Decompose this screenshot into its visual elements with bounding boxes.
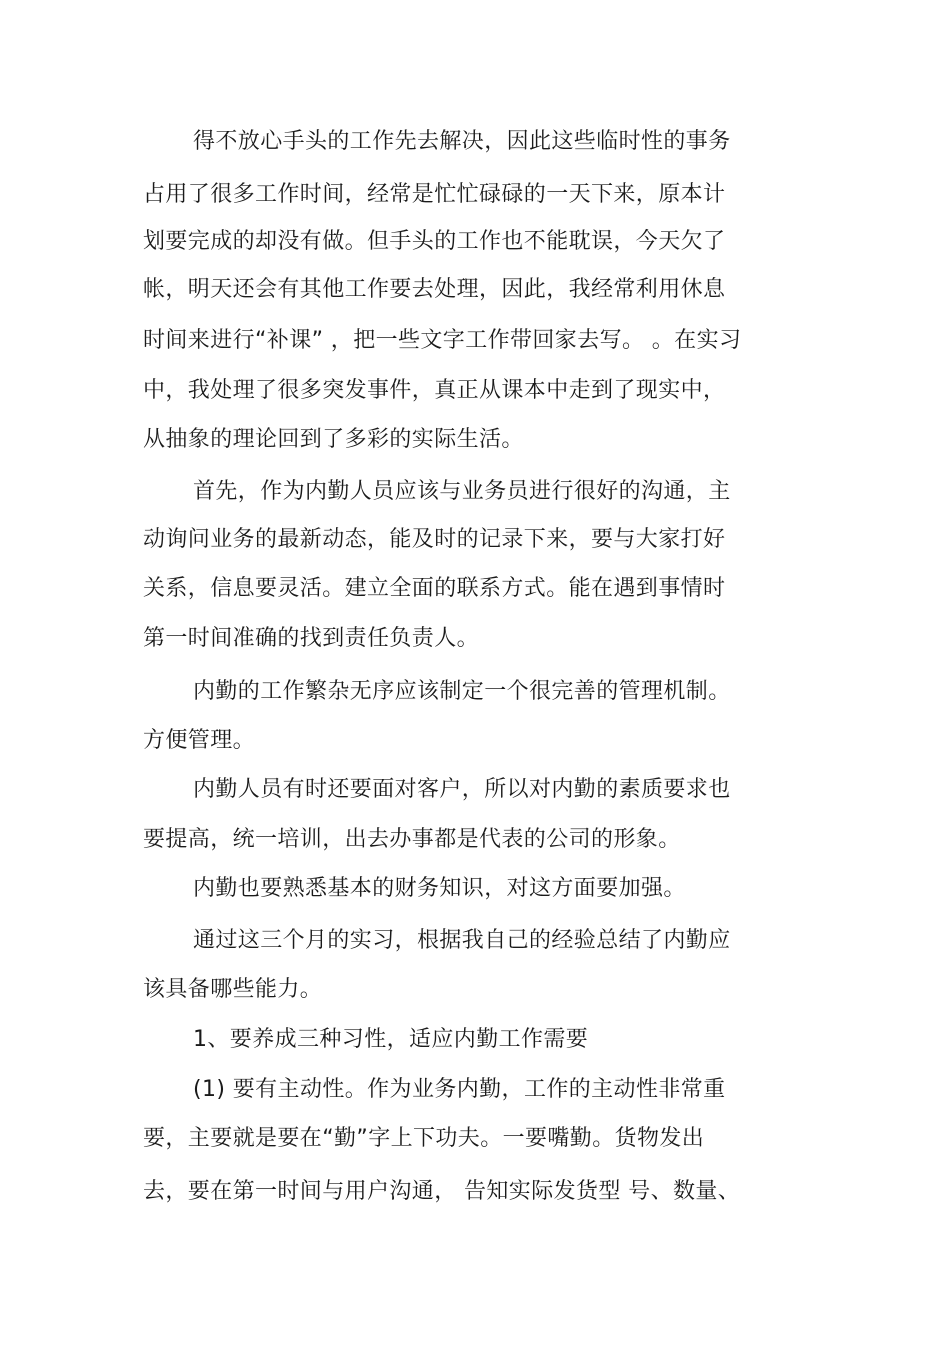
paragraph-line: 该具备哪些能力。 [143,977,323,1002]
paragraph-line: 方便管理。 [143,728,256,753]
paragraph-line: 关系，信息要灵活。建立全面的联系方式。能在遇到事情时 [143,576,726,601]
paragraph-line: 划要完成的却没有做。但手头的工作也不能耽误，今天欠了 [143,229,726,254]
paragraph-line: 得不放心手头的工作先去解决，因此这些临时性的事务 [193,129,731,154]
paragraph-line: 首先，作为内勤人员应该与业务员进行很好的沟通，主 [193,479,731,504]
paragraph-line: 时间来进行“补课” ，把一些文字工作带回家去写。 。在实习 [143,328,742,353]
paragraph-line: (1) 要有主动性。作为业务内勤，工作的主动性非常重 [193,1077,726,1102]
paragraph-line: 帐，明天还会有其他工作要去处理，因此，我经常利用休息 [143,277,726,302]
paragraph-line: 去，要在第一时间与用户沟通， 告知实际发货型 号、数量、 [143,1179,741,1204]
paragraph-line: 要，主要就是要在“勤”字上下功夫。一要嘴勤。货物发出 [143,1126,705,1151]
paragraph-line: 内勤的工作繁杂无序应该制定一个很完善的管理机制。 [193,679,731,704]
paragraph-line: 内勤人员有时还要面对客户，所以对内勤的素质要求也 [193,777,731,802]
paragraph-line: 占用了很多工作时间，经常是忙忙碌碌的一天下来，原本计 [143,182,726,207]
paragraph-line: 第一时间准确的找到责任负责人。 [143,626,480,651]
paragraph-line: 要提高，统一培训，出去办事都是代表的公司的形象。 [143,827,681,852]
paragraph-line: 通过这三个月的实习，根据我自己的经验总结了内勤应 [193,928,731,953]
section-heading: 1、要养成三种习性，适应内勤工作需要 [193,1027,589,1052]
paragraph-line: 动询问业务的最新动态，能及时的记录下来，要与大家打好 [143,527,726,552]
paragraph-line: 从抽象的理论回到了多彩的实际生活。 [143,427,524,452]
paragraph-line: 中，我处理了很多突发事件，真正从课本中走到了现实中， [143,378,726,403]
paragraph-line: 内勤也要熟悉基本的财务知识，对这方面要加强。 [193,876,686,901]
